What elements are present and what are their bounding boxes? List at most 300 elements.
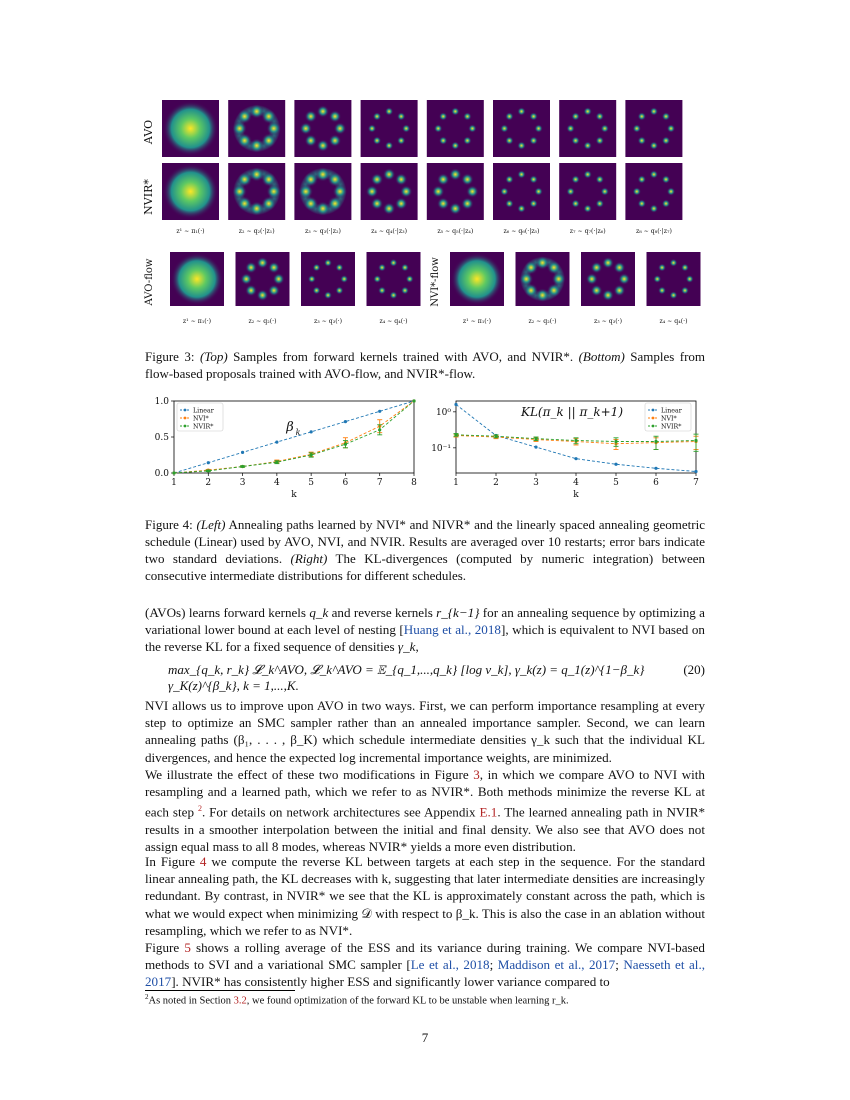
math-gamma: γ_k bbox=[397, 639, 416, 655]
appendix-ref-link[interactable]: E.1 bbox=[479, 804, 498, 820]
footnote bbox=[145, 993, 705, 1007]
density-mode bbox=[401, 263, 409, 271]
density-mode bbox=[596, 199, 605, 208]
data-point bbox=[494, 435, 497, 438]
text: ; bbox=[615, 957, 624, 973]
sample-panel bbox=[361, 100, 418, 157]
x-tick-label: 5 bbox=[613, 478, 619, 488]
caption-right-marker: (Right) bbox=[290, 551, 328, 566]
sample-panel bbox=[301, 252, 355, 306]
chart-title-sub: k bbox=[295, 428, 301, 437]
density-mode bbox=[245, 262, 257, 274]
density-mode bbox=[305, 110, 318, 123]
density-mode bbox=[312, 263, 320, 271]
text: we compute the reverse KL between targets at each step in the sequence. For the standard linear annealing path, the KL decreases with k, suggesting that later intermediate densities are increasingly redundant. By contrast, in NVIR* we see that the KL is approximately constant across the path, which is what we would expect when minimizing 𝒟 with respect to β_k. This is also the case in an ablation without resampling, which we refer to as NVI*. bbox=[145, 854, 705, 938]
legend-marker bbox=[652, 409, 655, 412]
density-mode bbox=[601, 187, 610, 196]
figure-4 bbox=[140, 393, 712, 511]
sample-panel bbox=[228, 100, 285, 157]
paragraph-avo bbox=[145, 604, 705, 656]
density-mode bbox=[329, 134, 342, 147]
density-mode bbox=[334, 122, 347, 135]
density-mode bbox=[650, 170, 659, 179]
sample-panel bbox=[236, 252, 290, 306]
density-mode bbox=[662, 175, 671, 184]
x-tick-label: 5 bbox=[308, 478, 315, 488]
density-mode bbox=[667, 187, 676, 196]
data-point bbox=[275, 441, 278, 444]
caption-text: Samples from flow-based proposals trained with AVO-flow, and NVIR*-flow. bbox=[145, 349, 706, 381]
density-mode bbox=[449, 202, 462, 215]
density-mode bbox=[373, 136, 382, 145]
density-mode bbox=[650, 204, 659, 213]
caption-label: Figure 4: bbox=[145, 517, 193, 532]
sublabel: z₅ ∼ q₅(·|z₄) bbox=[437, 228, 474, 235]
density-mode bbox=[406, 275, 414, 283]
density-mode bbox=[383, 168, 396, 181]
text: ], which is equivalent to NVI based on the reverse KL for a fixed sequence of densities bbox=[145, 622, 705, 655]
density-mode bbox=[571, 112, 580, 121]
legend-label: Linear bbox=[661, 407, 682, 415]
data-point bbox=[454, 403, 457, 406]
data-point bbox=[378, 410, 381, 413]
sample-panel bbox=[559, 163, 616, 220]
sample-panel bbox=[294, 163, 351, 220]
density-mode bbox=[257, 257, 269, 269]
y-tick-label: 1.0 bbox=[154, 397, 169, 407]
citation-link[interactable]: Maddison et al., 2017 bbox=[497, 957, 616, 973]
density-mode bbox=[547, 261, 561, 275]
density-mode bbox=[317, 139, 330, 152]
density-mode bbox=[268, 285, 280, 297]
density-mode bbox=[681, 286, 689, 294]
legend-marker bbox=[652, 425, 655, 428]
density-mode bbox=[669, 291, 677, 299]
chart-title: β bbox=[286, 420, 294, 435]
x-axis-label: k bbox=[573, 490, 579, 500]
figure-4-charts bbox=[140, 393, 712, 511]
legend-marker bbox=[184, 409, 187, 412]
density-mode bbox=[614, 262, 626, 274]
density-mode bbox=[505, 175, 514, 184]
density-mode bbox=[633, 187, 642, 196]
density-mode bbox=[261, 172, 276, 187]
density-mode bbox=[618, 273, 630, 285]
density-mode bbox=[434, 124, 443, 133]
density-mode bbox=[500, 124, 509, 133]
density-mode bbox=[468, 124, 477, 133]
density-mode bbox=[461, 173, 474, 186]
density-mode bbox=[571, 175, 580, 184]
x-tick-label: 6 bbox=[653, 478, 659, 488]
legend-marker bbox=[652, 417, 655, 420]
x-tick-label: 2 bbox=[493, 478, 499, 488]
row-label-nvi-flow: NVI*-flow bbox=[430, 257, 441, 307]
density-mode bbox=[505, 199, 514, 208]
x-axis-label: k bbox=[291, 490, 297, 500]
caption-top-marker: (Top) bbox=[199, 349, 228, 364]
legend-label: Linear bbox=[193, 407, 214, 415]
equation-body: max_{q_k, r_k} 𝓛_k^AVO, 𝓛_k^AVO = 𝔼_{q_1,...,q_k} [log v_k], γ_k(z) = q_1(z)^{1−β_k} γ_K(z)^{β_k}, k = 1,...,K. bbox=[168, 662, 645, 693]
figure-3-graphic bbox=[140, 92, 710, 332]
density-mode bbox=[591, 285, 603, 297]
data-point bbox=[310, 430, 313, 433]
sample-panel bbox=[559, 100, 616, 157]
density-mode bbox=[305, 134, 318, 147]
citation-link[interactable]: Le et al., 2018 bbox=[410, 957, 490, 973]
text: and reverse kernels bbox=[328, 605, 437, 620]
density-mode bbox=[463, 112, 472, 121]
caption-left-marker: (Left) bbox=[196, 517, 226, 532]
density-mode bbox=[662, 112, 671, 121]
density-mode bbox=[596, 112, 605, 121]
density-mode bbox=[658, 286, 666, 294]
density-mode bbox=[328, 172, 343, 187]
y-tick-label: 10⁻¹ bbox=[431, 443, 451, 454]
figure-ref-link[interactable]: 5 bbox=[184, 940, 191, 955]
x-tick-label: 7 bbox=[376, 478, 383, 488]
legend-label: NVI* bbox=[193, 415, 209, 423]
density-mode bbox=[500, 187, 509, 196]
density-mode bbox=[517, 141, 526, 150]
sublabel: z₃ ∼ q₃(·) bbox=[593, 318, 623, 325]
density-mode bbox=[463, 136, 472, 145]
density-mode bbox=[601, 124, 610, 133]
density-mode bbox=[439, 136, 448, 145]
data-point bbox=[172, 471, 175, 474]
paragraph-nvi-improvements: NVI allows us to improve upon AVO in two ways. First, we can perform importance resampling at every step to optimize an SMC sampler rather than an annealed importance sampler. Second, we can learn annealing paths (β₁, . . . , β_K) which schedule intermediate densities γ_k such that the individual KL divergences, and hence the expected log incremental importance weights, are minimized. bbox=[145, 698, 705, 765]
density-mode bbox=[583, 107, 592, 116]
caption-label: Figure 3: bbox=[145, 349, 195, 364]
density-mode bbox=[653, 275, 661, 283]
density-mode bbox=[373, 112, 382, 121]
density-mode bbox=[378, 263, 386, 271]
caption-text: Annealing paths learned by NVI* and NIVR* and the linearly spaced annealing geometric schedule (Linear) used by AVO, NVI, and NVIR. Results are averaged over 10 restarts; error bars indicate two standard deviations. bbox=[145, 517, 706, 566]
footnote-rule bbox=[145, 990, 295, 991]
density-mode bbox=[317, 105, 330, 118]
x-tick-label: 3 bbox=[533, 478, 539, 488]
density-mode bbox=[583, 204, 592, 213]
caption-text: The KL-divergences (computed by numeric integration) between consecutive intermediate distributions for different schedules. bbox=[145, 551, 705, 583]
x-tick-label: 1 bbox=[453, 478, 459, 488]
paragraph-reverse-kl bbox=[145, 853, 705, 939]
density-mode bbox=[451, 107, 460, 116]
density-mode bbox=[633, 124, 642, 133]
density-mode bbox=[340, 275, 348, 283]
figure-ref-link[interactable]: 3 bbox=[473, 767, 480, 782]
equation-20 bbox=[168, 662, 705, 694]
density-blob bbox=[171, 253, 223, 305]
equation-number: (20) bbox=[683, 662, 705, 677]
density-mode bbox=[461, 197, 474, 210]
density-mode bbox=[451, 141, 460, 150]
paragraph-illustrate bbox=[145, 766, 705, 855]
density-mode bbox=[432, 185, 445, 198]
figure-3 bbox=[140, 92, 710, 332]
density-mode bbox=[378, 286, 386, 294]
density-mode bbox=[681, 263, 689, 271]
section-ref-link[interactable]: 3.2 bbox=[233, 995, 247, 1007]
data-point bbox=[241, 465, 244, 468]
density-mode bbox=[466, 185, 479, 198]
density-mode bbox=[505, 136, 514, 145]
density-mode bbox=[505, 112, 514, 121]
sublabel: z₄ ∼ q₄(·|z₃) bbox=[371, 228, 408, 235]
text: ; bbox=[489, 957, 498, 973]
text: (AVOs) learns forward kernels bbox=[145, 605, 310, 620]
density-mode bbox=[596, 136, 605, 145]
density-mode bbox=[586, 273, 598, 285]
density-mode bbox=[662, 199, 671, 208]
sample-panel bbox=[493, 163, 550, 220]
data-point bbox=[412, 399, 415, 402]
text: Figure bbox=[145, 940, 185, 955]
caption-text: Samples from forward kernels trained with AVO, and NVIR*. bbox=[227, 349, 579, 364]
citation-link[interactable]: Naesseth et al., 2017 bbox=[145, 957, 705, 990]
x-tick-label: 3 bbox=[239, 478, 246, 488]
sublabel: z₆ ∼ q₆(·|z₅) bbox=[503, 228, 540, 235]
sample-panel bbox=[625, 163, 682, 220]
density-mode bbox=[529, 199, 538, 208]
density-mode bbox=[602, 257, 614, 269]
sample-panel bbox=[367, 252, 421, 306]
x-tick-label: 4 bbox=[573, 478, 579, 488]
legend-marker bbox=[184, 425, 187, 428]
density-mode bbox=[397, 136, 406, 145]
density-mode bbox=[437, 173, 450, 186]
data-point bbox=[207, 461, 210, 464]
sublabel: z₄ ∼ q₄(·) bbox=[659, 318, 688, 325]
density-mode bbox=[686, 275, 694, 283]
text: , in which we compare AVO to NVI with resampling and a learned path, which we refer to as NVIR*. Both methods minimize the reverse KL at each step bbox=[145, 767, 705, 820]
row-label-nvir: NVIR* bbox=[142, 179, 155, 215]
sample-panel bbox=[493, 100, 550, 157]
density-mode bbox=[240, 273, 252, 285]
density-mode bbox=[335, 286, 343, 294]
text: . For details on network architectures see Appendix bbox=[201, 804, 480, 820]
density-mode bbox=[437, 197, 450, 210]
data-point bbox=[534, 437, 537, 440]
sample-panel bbox=[427, 163, 484, 220]
text: In Figure bbox=[145, 854, 200, 869]
density-mode bbox=[395, 197, 408, 210]
text: We illustrate the effect of these two modifications in Figure bbox=[145, 767, 474, 782]
density-mode bbox=[335, 263, 343, 271]
text: ]. NVIR* has consistently higher ESS and significantly lower variance compared to bbox=[171, 974, 610, 990]
density-mode bbox=[324, 259, 332, 267]
density-mode bbox=[662, 136, 671, 145]
x-tick-label: 4 bbox=[273, 478, 280, 488]
density-mode bbox=[602, 289, 614, 301]
footnote-number: 2 bbox=[145, 993, 149, 1001]
y-tick-label: 0.5 bbox=[154, 433, 169, 443]
text: . The learned annealing path in NVIR* results in a smoother interpolation between the initial and final density. We also see that AVO does not assign equal mass to all 8 modes, whereas NVIR* yields a more even distribution. bbox=[145, 804, 705, 855]
citation-link[interactable]: Huang et al., 2018 bbox=[403, 622, 501, 638]
density-mode bbox=[583, 170, 592, 179]
figure-3-caption bbox=[145, 348, 705, 382]
y-tick-label: 10⁰ bbox=[435, 407, 451, 418]
density-mode bbox=[395, 173, 408, 186]
data-point bbox=[654, 440, 657, 443]
row-label-avo-flow: AVO-flow bbox=[144, 258, 155, 306]
sublabel: z₈ ∼ q₈(·|z₇) bbox=[635, 228, 672, 235]
density-mode bbox=[638, 199, 647, 208]
sublabel: z¹ ∼ π₁(·) bbox=[182, 318, 212, 325]
sublabel: z₃ ∼ q₃(·|z₂) bbox=[304, 228, 341, 235]
sublabel: z¹ ∼ π₁(·) bbox=[176, 228, 205, 235]
density-mode bbox=[638, 136, 647, 145]
density-mode bbox=[329, 110, 342, 123]
density-mode bbox=[308, 275, 316, 283]
density-mode bbox=[638, 175, 647, 184]
sublabel: z₄ ∼ q₄(·) bbox=[379, 318, 408, 325]
density-mode bbox=[517, 204, 526, 213]
density-mode bbox=[571, 136, 580, 145]
density-mode bbox=[373, 275, 381, 283]
paragraph-ess bbox=[145, 939, 705, 991]
x-tick-label: 2 bbox=[205, 478, 212, 488]
sublabel: z₇ ∼ q₇(·|z₆) bbox=[569, 228, 606, 235]
density-mode bbox=[397, 112, 406, 121]
density-mode bbox=[658, 263, 666, 271]
density-mode bbox=[529, 136, 538, 145]
sample-panel bbox=[162, 100, 219, 157]
sample-panel bbox=[170, 252, 224, 306]
density-blob bbox=[163, 101, 218, 156]
sample-panel bbox=[228, 163, 285, 220]
density-mode bbox=[268, 262, 280, 274]
data-point bbox=[574, 457, 577, 460]
density-mode bbox=[389, 259, 397, 267]
data-point bbox=[344, 420, 347, 423]
sublabel: z₃ ∼ q₃(·) bbox=[313, 318, 343, 325]
data-point bbox=[454, 433, 457, 436]
data-point bbox=[614, 463, 617, 466]
row-label-avo: AVO bbox=[142, 119, 155, 145]
density-mode bbox=[368, 124, 377, 133]
legend-label: NVIR* bbox=[193, 423, 214, 431]
data-point bbox=[344, 443, 347, 446]
chart bbox=[155, 397, 417, 500]
density-mode bbox=[566, 187, 575, 196]
sublabel: z¹ ∼ π₁(·) bbox=[462, 318, 492, 325]
density-mode bbox=[324, 291, 332, 299]
density-mode bbox=[614, 285, 626, 297]
math-rk: r_{k−1} bbox=[436, 605, 480, 620]
sublabel: z₂ ∼ q₂(·) bbox=[248, 318, 277, 325]
density-mode bbox=[389, 291, 397, 299]
legend-label: NVI* bbox=[661, 415, 677, 423]
density-mode bbox=[650, 141, 659, 150]
density-mode bbox=[517, 170, 526, 179]
density-mode bbox=[257, 289, 269, 301]
sample-panel bbox=[625, 100, 682, 157]
density-mode bbox=[261, 109, 276, 124]
sample-panel bbox=[516, 252, 570, 306]
density-mode bbox=[401, 286, 409, 294]
density-mode bbox=[449, 168, 462, 181]
density-mode bbox=[534, 124, 543, 133]
data-point bbox=[207, 469, 210, 472]
density-mode bbox=[591, 262, 603, 274]
density-mode bbox=[534, 187, 543, 196]
sublabel: z₂ ∼ q₂(·) bbox=[528, 318, 557, 325]
x-tick-label: 6 bbox=[342, 478, 349, 488]
data-point bbox=[275, 461, 278, 464]
page-number: 7 bbox=[421, 1030, 429, 1045]
text: shows a rolling average of the ESS and its variance during training. We compare NVI-based methods to SVI and a variational SMC sampler [ bbox=[145, 940, 705, 973]
data-point bbox=[310, 453, 313, 456]
density-mode bbox=[402, 124, 411, 133]
density-mode bbox=[669, 259, 677, 267]
caption-bottom-marker: (Bottom) bbox=[578, 349, 625, 364]
density-mode bbox=[385, 141, 394, 150]
density-mode bbox=[638, 112, 647, 121]
sample-panel bbox=[647, 252, 701, 306]
density-mode bbox=[383, 202, 396, 215]
sample-panel bbox=[581, 252, 635, 306]
text: As noted in Section bbox=[148, 995, 234, 1007]
data-point bbox=[614, 440, 617, 443]
data-point bbox=[694, 439, 697, 442]
density-mode bbox=[529, 175, 538, 184]
x-tick-label: 1 bbox=[171, 478, 177, 488]
y-tick-label: 0.0 bbox=[154, 469, 169, 479]
x-tick-label: 7 bbox=[693, 478, 699, 488]
density-mode bbox=[650, 107, 659, 116]
footnote-ref-link[interactable]: 2 bbox=[197, 804, 202, 814]
density-mode bbox=[667, 124, 676, 133]
density-mode bbox=[300, 122, 313, 135]
text: , we found optimization of the forward KL to be unstable when learning r_k. bbox=[246, 995, 569, 1007]
text: for an annealing sequence by optimizing a variational lower bound at each level of nesting [ bbox=[145, 605, 705, 638]
x-tick-label: 8 bbox=[411, 478, 417, 488]
density-mode bbox=[273, 273, 285, 285]
density-mode bbox=[400, 185, 413, 198]
density-mode bbox=[245, 285, 257, 297]
chart bbox=[431, 401, 699, 500]
sublabel: z₂ ∼ q₂(·|z₁) bbox=[238, 228, 275, 235]
chart-title: KL(π_k || π_k+1) bbox=[520, 405, 624, 419]
density-mode bbox=[371, 173, 384, 186]
text: , bbox=[415, 639, 419, 655]
data-point bbox=[574, 439, 577, 442]
sample-panel bbox=[361, 163, 418, 220]
data-point bbox=[241, 451, 244, 454]
density-mode bbox=[371, 197, 384, 210]
density-mode bbox=[571, 199, 580, 208]
density-mode bbox=[517, 107, 526, 116]
density-mode bbox=[366, 185, 379, 198]
sample-panel bbox=[294, 100, 351, 157]
figure-4-caption bbox=[145, 516, 705, 584]
sample-panel bbox=[162, 163, 219, 220]
legend-label: NVIR* bbox=[661, 423, 682, 431]
math-qk: q_k bbox=[309, 605, 329, 620]
data-point bbox=[534, 445, 537, 448]
density-mode bbox=[596, 175, 605, 184]
sample-panel bbox=[450, 252, 504, 306]
density-mode bbox=[439, 112, 448, 121]
density-mode bbox=[529, 112, 538, 121]
density-mode bbox=[566, 124, 575, 133]
legend-marker bbox=[184, 417, 187, 420]
density-mode bbox=[583, 141, 592, 150]
figure-ref-link[interactable]: 4 bbox=[199, 854, 207, 869]
density-blob bbox=[163, 164, 218, 219]
density-blob bbox=[451, 253, 503, 305]
data-point bbox=[378, 428, 381, 431]
